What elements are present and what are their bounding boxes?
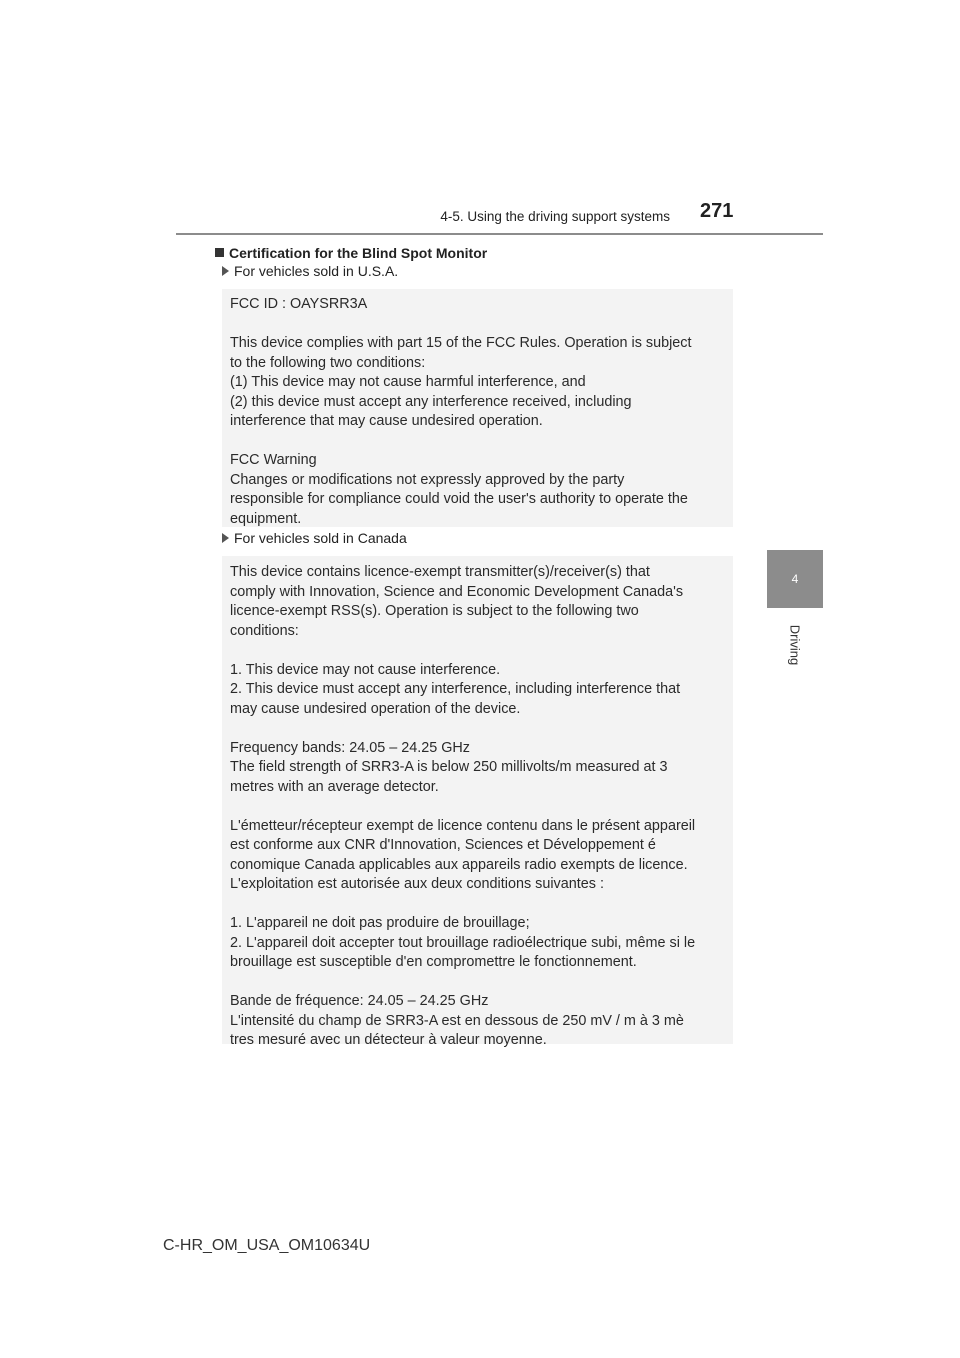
text-line: L'émetteur/récepteur exempt de licence contenu dans le présent appareil (230, 817, 696, 834)
text-line: responsible for compliance could void the user's authority to operate the (230, 491, 688, 507)
header-rule (176, 233, 823, 235)
text-line: This device complies with part 15 of the FCC Rules. Operation is subject (230, 335, 692, 351)
triangle-bullet-icon (222, 266, 229, 276)
text-line: conomique Canada applicables aux appareils radio exempts de licence. (230, 856, 688, 873)
text-line: 1. This device may not cause interference. (230, 661, 501, 678)
text-line: L'intensité du champ de SRR3-A est en dessous de 250 mV / m à 3 mè (230, 1012, 684, 1029)
text-line: comply with Innovation, Science and Economic Development Canada's (230, 583, 684, 600)
text-line: (1) This device may not cause harmful interference, and (230, 374, 586, 390)
text-line: conditions: (230, 622, 299, 639)
document-code: C-HR_OM_USA_OM10634U (163, 1237, 371, 1254)
section-title (215, 245, 487, 261)
line-gap (230, 895, 725, 915)
canada-bullet (222, 530, 407, 546)
section-title-text: Certification for the Blind Spot Monitor (229, 245, 488, 261)
text-line: interference that may cause undesired operation. (230, 413, 543, 429)
line-gap (230, 432, 725, 452)
text-line: may cause undesired operation of the device. (230, 700, 521, 717)
canada-certification-text (230, 563, 725, 1051)
text-line: equipment. (230, 510, 302, 527)
line-gap (230, 315, 725, 335)
usa-bullet (222, 263, 398, 279)
text-line: This device contains licence-exempt transmitter(s)/receiver(s) that (230, 564, 650, 580)
text-line: brouillage est susceptible d'en compromettre le fonctionnement. (230, 954, 637, 970)
line-gap (230, 641, 725, 661)
canada-bullet-text: For vehicles sold in Canada (234, 530, 407, 546)
usa-bullet-text: For vehicles sold in U.S.A. (234, 263, 399, 279)
text-line: 1. L'appareil ne doit pas produire de brouillage; (230, 915, 530, 931)
line-gap (230, 973, 725, 993)
canada-certification-image (222, 556, 733, 1048)
text-line: to the following two conditions: (230, 354, 426, 371)
triangle-bullet-icon (222, 533, 229, 543)
line-gap (230, 719, 725, 739)
text-line: licence-exempt RSS(s). Operation is subject to the following two (230, 603, 639, 619)
text-line: 2. L'appareil doit accepter tout brouillage radioélectrique subi, même si le (230, 934, 696, 951)
text-line: Bande de fréquence: 24.05 – 24.25 GHz (230, 993, 489, 1009)
text-line: Changes or modifications not expressly approved by the party (230, 471, 625, 488)
chapter-label: Driving (787, 624, 803, 666)
usa-certification-image (222, 289, 733, 527)
chapter-tab: 4 (767, 550, 823, 608)
text-line: Frequency bands: 24.05 – 24.25 GHz (230, 739, 470, 756)
text-line: The field strength of SRR3-A is below 250 millivolts/m measured at 3 (230, 759, 668, 775)
line-gap (230, 797, 725, 817)
square-bullet-icon (215, 248, 224, 257)
usa-certification-text (230, 295, 725, 529)
text-line: est conforme aux CNR d'Innovation, Sciences et Développement é (230, 837, 656, 853)
text-line: tres mesuré avec un détecteur à valeur moyenne. (230, 1032, 547, 1048)
header-section-title: 4-5. Using the driving support systems (440, 209, 670, 224)
text-line: FCC ID : OAYSRR3A (230, 296, 368, 312)
text-line: metres with an average detector. (230, 778, 439, 795)
page-number: 271 (700, 200, 734, 222)
text-line: 2. This device must accept any interference, including interference that (230, 681, 681, 697)
text-line: FCC Warning (230, 452, 317, 468)
text-line: L'exploitation est autorisée aux deux conditions suivantes : (230, 876, 604, 892)
text-line: (2) this device must accept any interference received, including (230, 393, 632, 410)
